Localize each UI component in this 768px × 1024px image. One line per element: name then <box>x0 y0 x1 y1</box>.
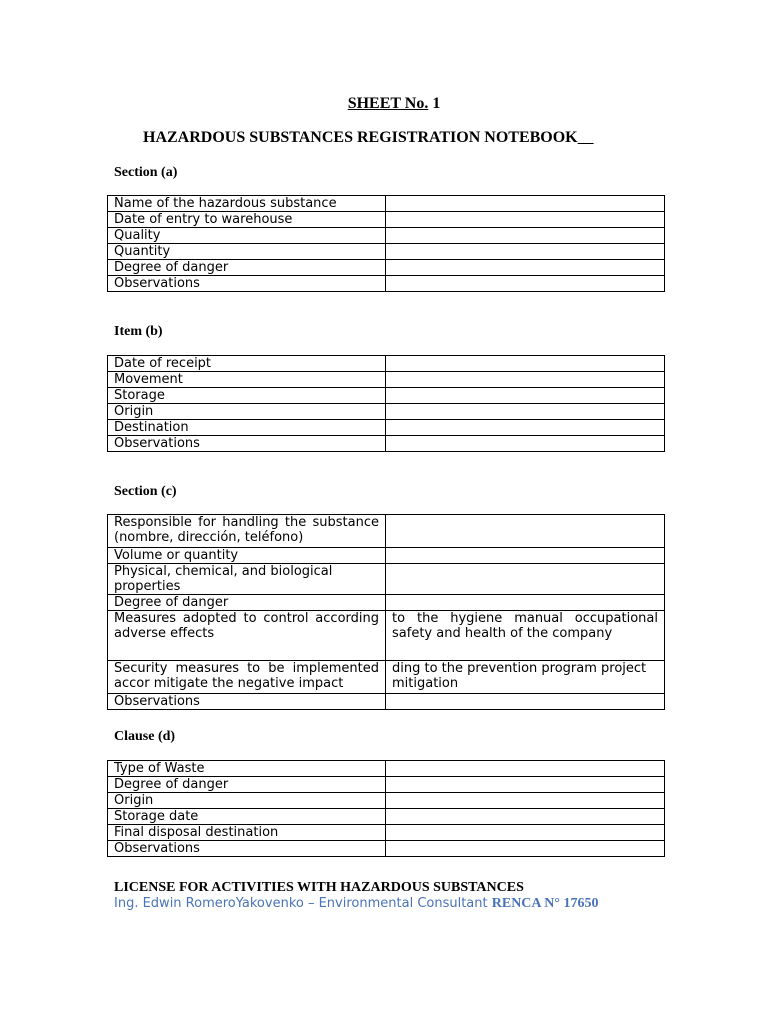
row-value-cell[interactable] <box>386 777 665 793</box>
row-value-cell[interactable] <box>386 436 665 452</box>
license-heading: LICENSE FOR ACTIVITIES WITH HAZARDOUS SUBSTANCES <box>114 880 524 895</box>
row-label: Quality <box>108 228 386 244</box>
row-label: Volume or quantity <box>108 548 386 564</box>
row-value-cell[interactable] <box>386 595 665 611</box>
row-value-cell[interactable] <box>386 372 665 388</box>
row-value-cell[interactable]: ding to the prevention program project mitigation <box>386 661 665 694</box>
row-value-cell[interactable] <box>386 404 665 420</box>
title-underline-trail <box>578 129 594 146</box>
table-row <box>108 404 665 420</box>
row-label: Storage date <box>108 809 386 825</box>
renca-number: RENCA N° 17650 <box>491 896 599 911</box>
row-value-cell[interactable] <box>386 515 665 548</box>
row-label: Date of entry to warehouse <box>108 212 386 228</box>
row-label: Observations <box>108 276 386 292</box>
table-row <box>108 841 665 857</box>
row-label: Responsible for handling the substance (nombre, dirección, teléfono) <box>108 515 386 548</box>
table-row <box>108 661 665 694</box>
row-label: Degree of danger <box>108 595 386 611</box>
row-value-cell[interactable] <box>386 809 665 825</box>
table-row <box>108 548 665 564</box>
row-value-cell[interactable] <box>386 212 665 228</box>
row-value-cell[interactable] <box>386 793 665 809</box>
row-label: Degree of danger <box>108 777 386 793</box>
row-value-cell[interactable] <box>386 564 665 595</box>
table-row <box>108 777 665 793</box>
table-row <box>108 825 665 841</box>
row-value-cell[interactable] <box>386 694 665 710</box>
section-d-table <box>107 760 665 857</box>
row-label: Destination <box>108 420 386 436</box>
table-row <box>108 611 665 661</box>
table-row <box>108 388 665 404</box>
section-a-table <box>107 195 665 292</box>
section-d-label: Clause (d) <box>114 729 176 744</box>
table-row <box>108 260 665 276</box>
row-label: Quantity <box>108 244 386 260</box>
row-value-cell[interactable]: to the hygiene manual occupational safety and health of the company <box>386 611 665 661</box>
table-row <box>108 228 665 244</box>
table-row <box>108 276 665 292</box>
table-row <box>108 595 665 611</box>
row-value-cell[interactable] <box>386 548 665 564</box>
table-row <box>108 793 665 809</box>
row-label: Observations <box>108 841 386 857</box>
table-row <box>108 212 665 228</box>
table-row <box>108 356 665 372</box>
table-row <box>108 515 665 548</box>
row-label: Movement <box>108 372 386 388</box>
section-c-table <box>107 514 665 710</box>
row-label: Degree of danger <box>108 260 386 276</box>
row-value-cell[interactable] <box>386 260 665 276</box>
row-value-cell[interactable] <box>386 841 665 857</box>
row-label: Origin <box>108 404 386 420</box>
row-label: Observations <box>108 436 386 452</box>
row-value-cell[interactable] <box>386 276 665 292</box>
document-title-text: HAZARDOUS SUBSTANCES REGISTRATION NOTEBOOK <box>143 129 578 146</box>
sheet-number: 1 <box>428 95 441 112</box>
consultant-line <box>114 896 598 912</box>
section-b-label: Item (b) <box>114 324 163 339</box>
table-row <box>108 244 665 260</box>
section-a-label: Section (a) <box>114 165 178 180</box>
table-row <box>108 420 665 436</box>
consultant-name: Ing. Edwin RomeroYakovenko – Environmental Consultant <box>114 896 492 911</box>
table-row <box>108 761 665 777</box>
row-value-cell[interactable] <box>386 356 665 372</box>
row-value-cell[interactable] <box>386 761 665 777</box>
row-label: Security measures to be implemented accor mitigate the negative impact <box>108 661 386 694</box>
row-label: Type of Waste <box>108 761 386 777</box>
table-row <box>108 694 665 710</box>
row-label: Storage <box>108 388 386 404</box>
document-title <box>143 129 594 147</box>
table-row <box>108 564 665 595</box>
row-label: Final disposal destination <box>108 825 386 841</box>
table-row <box>108 196 665 212</box>
row-value-cell[interactable] <box>386 228 665 244</box>
sheet-title <box>0 95 768 113</box>
row-value-cell[interactable] <box>386 420 665 436</box>
sheet-prefix: SHEET No. <box>347 95 429 112</box>
row-label: Name of the hazardous substance <box>108 196 386 212</box>
section-c-label: Section (c) <box>114 484 177 499</box>
table-row <box>108 809 665 825</box>
section-b-table <box>107 355 665 452</box>
row-label: Observations <box>108 694 386 710</box>
row-label: Origin <box>108 793 386 809</box>
row-label: Date of receipt <box>108 356 386 372</box>
row-value-cell[interactable] <box>386 388 665 404</box>
table-row <box>108 372 665 388</box>
row-value-cell[interactable] <box>386 196 665 212</box>
row-label: Physical, chemical, and biological properties <box>108 564 386 595</box>
row-label: Measures adopted to control according adverse effects <box>108 611 386 661</box>
table-row <box>108 436 665 452</box>
row-value-cell[interactable] <box>386 244 665 260</box>
row-value-cell[interactable] <box>386 825 665 841</box>
